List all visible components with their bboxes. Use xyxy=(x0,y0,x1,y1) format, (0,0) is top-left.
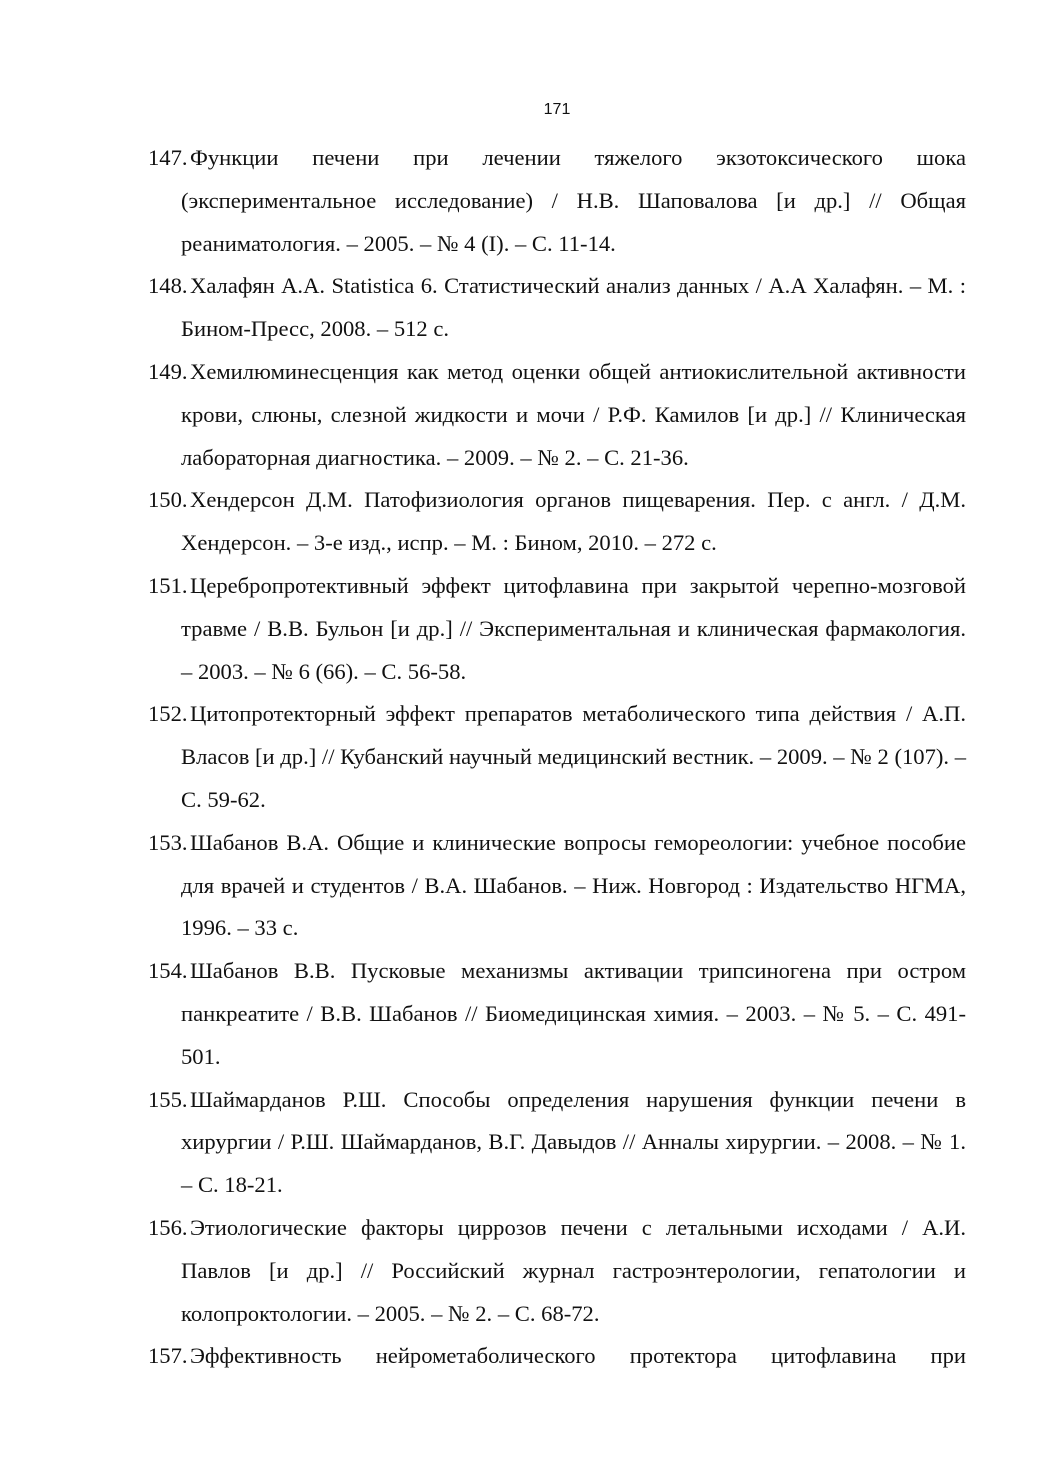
reference-entry xyxy=(148,693,966,821)
reference-entry xyxy=(148,351,966,479)
reference-item-155 xyxy=(148,1079,966,1207)
reference-text: Функции печени при лечении тяжелого экзотоксического шока (экспериментальное исследование) / Н.В. Шаповалова [и др.] // Общая реаниматология. – 2005. – № 4 (I). – С. 11-14. xyxy=(181,145,966,256)
reference-entry xyxy=(148,950,966,1078)
reference-text: Шабанов В.А. Общие и клинические вопросы гемореологии: учебное пособие для врачей и студентов / В.А. Шабанов. – Ниж. Новгород : Издательство НГМА, 1996. – 33 с. xyxy=(181,829,966,941)
reference-item-151 xyxy=(148,565,966,693)
reference-item-152 xyxy=(148,693,966,821)
reference-number: 149. xyxy=(148,358,188,384)
reference-text: Хендерсон Д.М. Патофизиология органов пищеварения. Пер. с англ. / Д.М. Хендерсон. – 3-е изд., испр. – М. : Бином, 2010. – 272 с. xyxy=(181,487,966,556)
reference-number: 155. xyxy=(148,1086,188,1112)
reference-number: 150. xyxy=(148,487,188,513)
reference-text: Шаймарданов Р.Ш. Способы определения нарушения функции печени в хирургии / Р.Ш. Шаймарданов, В.Г. Давыдов // Анналы хирургии. – 2008. – № 1. – С. 18-21. xyxy=(181,1086,966,1198)
reference-entry xyxy=(148,822,966,950)
reference-item-157 xyxy=(148,1335,966,1378)
reference-item-147 xyxy=(148,137,966,265)
reference-item-156 xyxy=(148,1207,966,1335)
reference-item-150 xyxy=(148,479,966,565)
reference-entry xyxy=(148,565,966,693)
reference-entry xyxy=(148,1207,966,1335)
reference-text: Халафян А.А. Statistica 6. Статистический анализ данных / А.А Халафян. – М. : Бином-Пресс, 2008. – 512 с. xyxy=(181,273,966,342)
reference-text: Церебропротективный эффект цитофлавина при закрытой черепно-мозговой травме / В.В. Бульон [и др.] // Экспериментальная и клиническая фармакология. – 2003. – № 6 (66). – С. 56-58. xyxy=(181,572,966,684)
reference-number: 154. xyxy=(148,958,188,984)
reference-item-149 xyxy=(148,351,966,479)
reference-text: Этиологические факторы циррозов печени с летальными исходами / А.И. Павлов [и др.] // Российский журнал гастроэнтерологии, гепатологии и колопроктологии. – 2005. – № 2. – С. 68-72. xyxy=(181,1214,966,1326)
reference-text: Хемилюминесценция как метод оценки общей антиокислительной активности крови, слюны, слезной жидкости и мочи / Р.Ф. Камилов [и др.] // Клиническая лабораторная диагностика. – 2009. – № 2. – С. 21-36. xyxy=(181,358,966,470)
reference-list xyxy=(148,137,966,1378)
reference-number: 156. xyxy=(148,1214,188,1240)
reference-item-148 xyxy=(148,265,966,351)
reference-item-154 xyxy=(148,950,966,1078)
reference-entry xyxy=(148,1079,966,1207)
reference-number: 148. xyxy=(148,273,188,299)
reference-number: 151. xyxy=(148,572,188,598)
page-number: 171 xyxy=(543,101,571,118)
reference-number: 157. xyxy=(148,1343,188,1369)
reference-entry xyxy=(148,1335,966,1378)
reference-entry xyxy=(148,137,966,265)
reference-text: Цитопротекторный эффект препаратов метаболического типа действия / А.П. Власов [и др.] // Кубанский научный медицинский вестник. – 2009. – № 2 (107). – С. 59-62. xyxy=(181,701,966,812)
reference-entry xyxy=(148,265,966,351)
reference-entry xyxy=(148,479,966,565)
reference-number: 153. xyxy=(148,829,188,855)
reference-number: 152. xyxy=(148,701,188,727)
reference-item-153 xyxy=(148,822,966,950)
reference-number: 147. xyxy=(148,145,188,170)
reference-text: Шабанов В.В. Пусковые механизмы активации трипсиногена при остром панкреатите / В.В. Шабанов // Биомедицинская химия. – 2003. – № 5. – С. 491-501. xyxy=(181,958,966,1069)
reference-text: Эффективность нейрометаболического протектора цитофлавина при xyxy=(190,1343,966,1369)
